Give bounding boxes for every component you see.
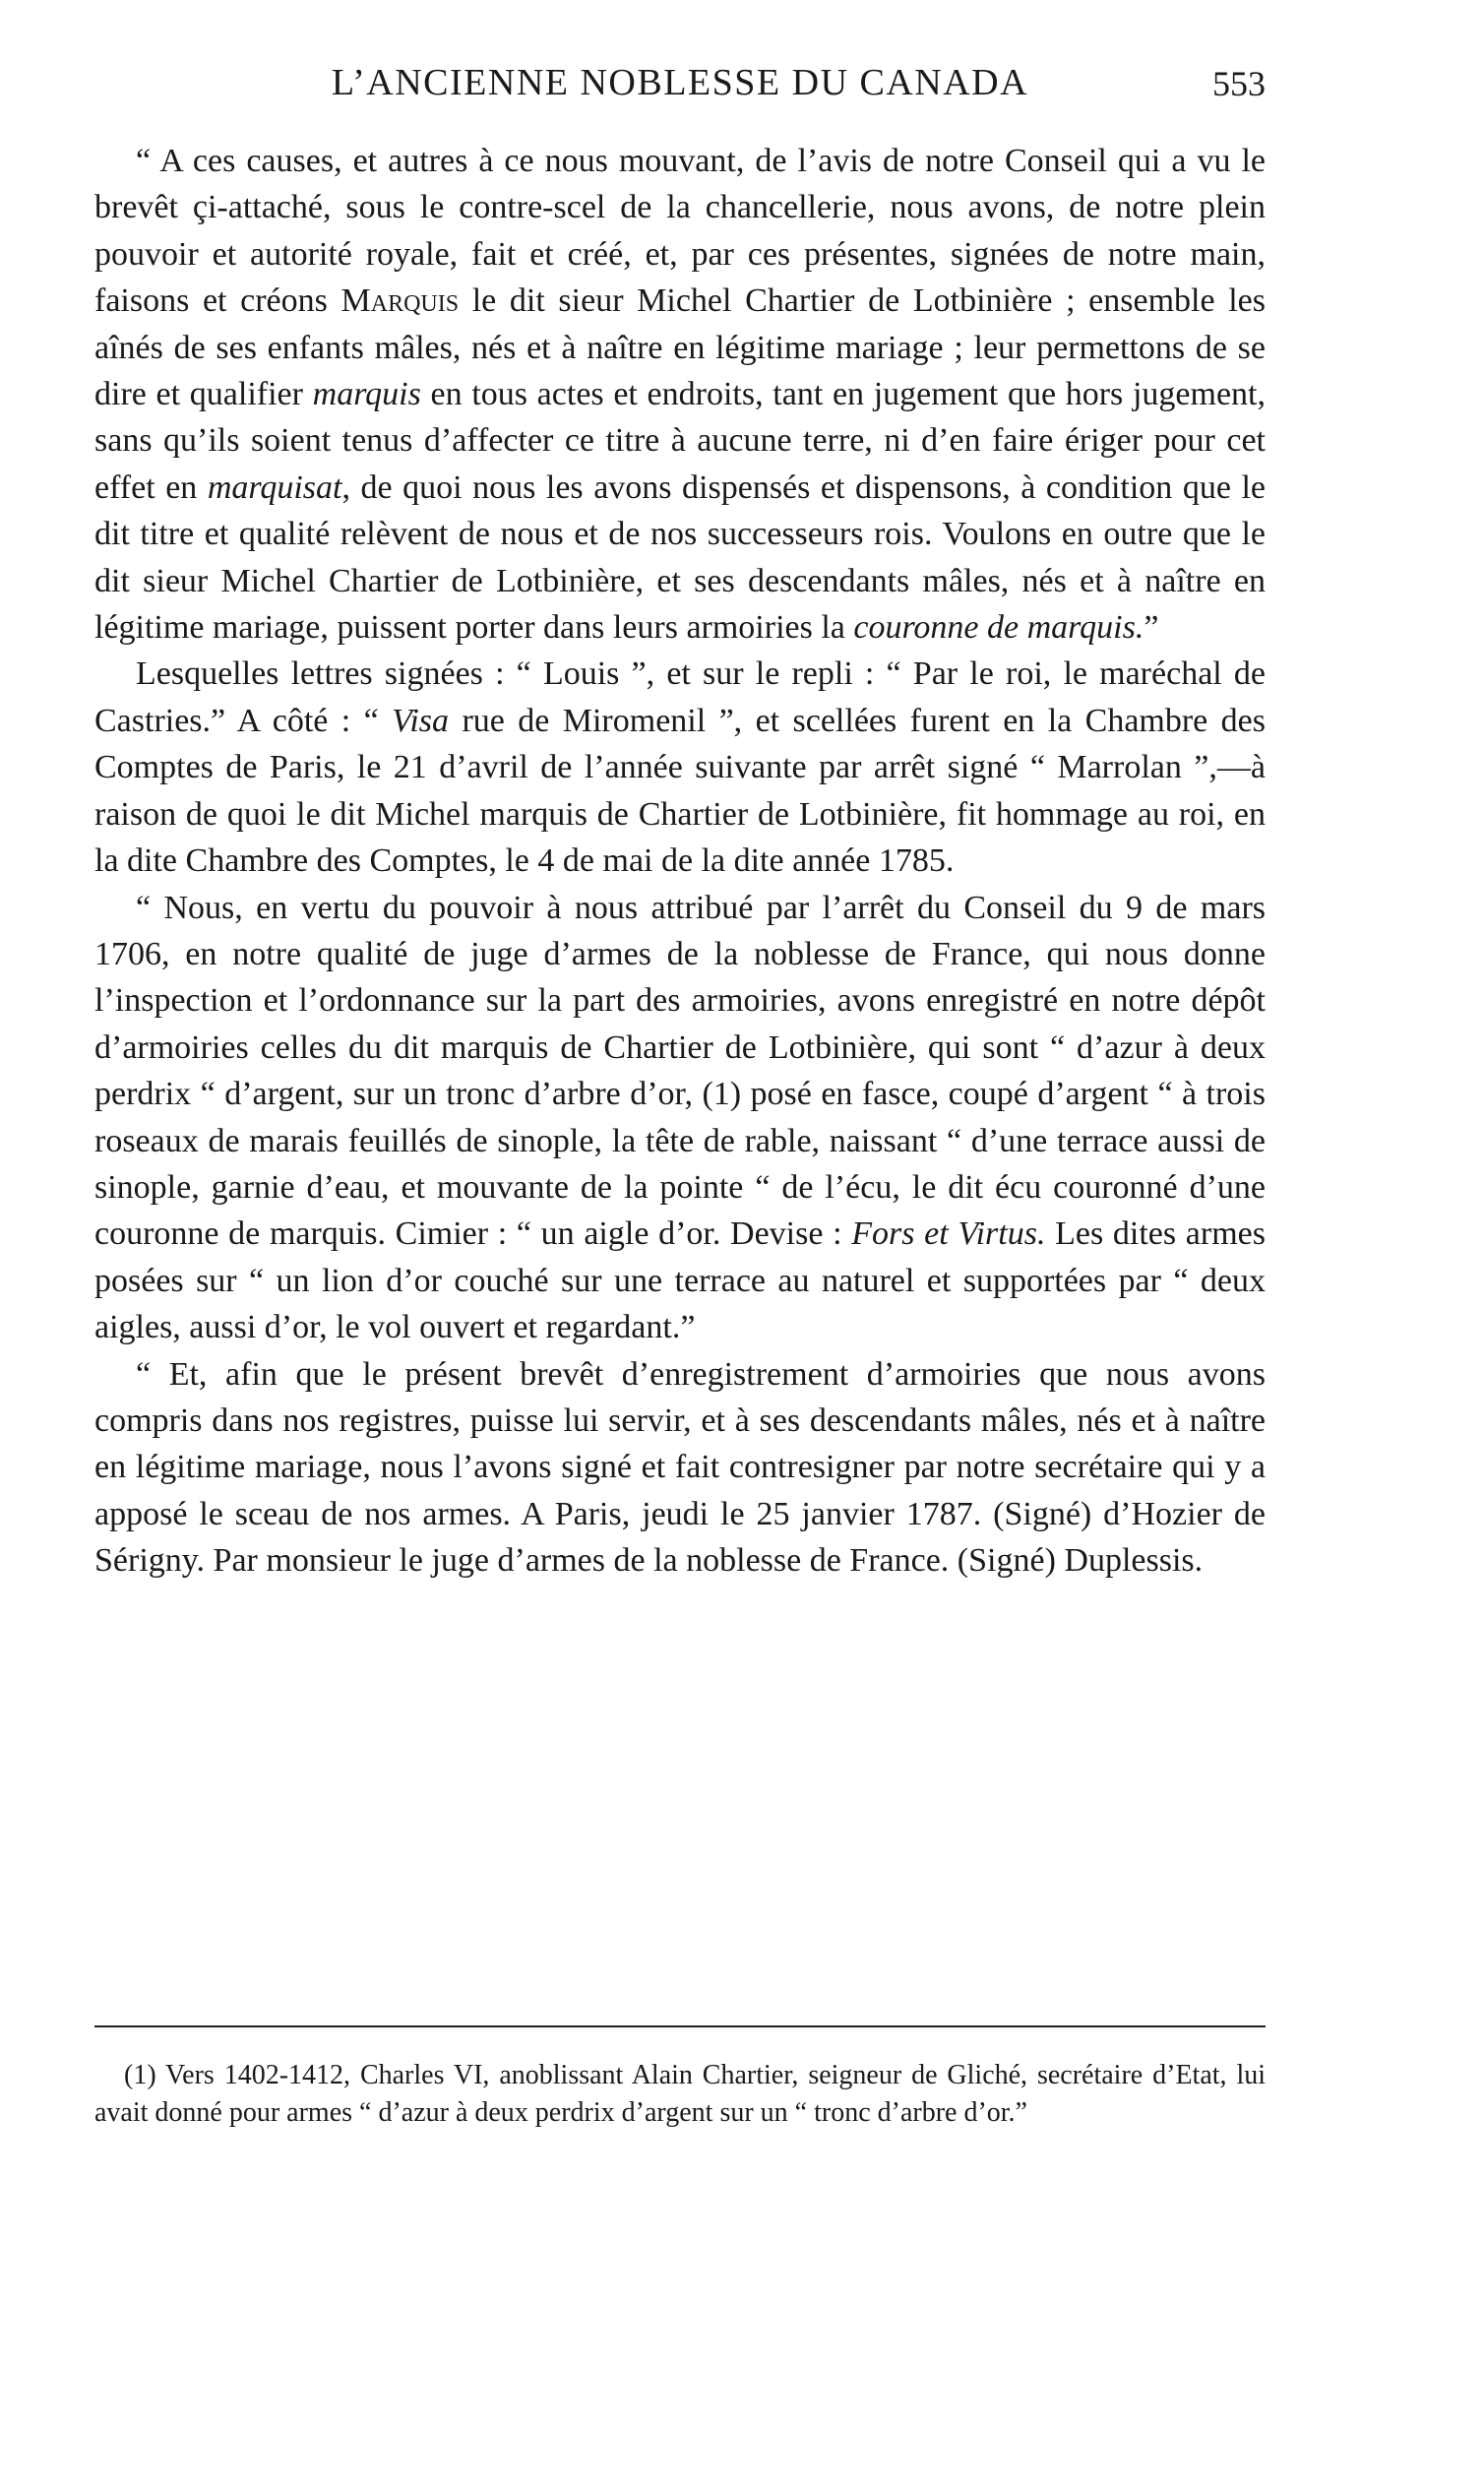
page-number: 553 [1212,64,1266,103]
paragraph-signatures: Lesquelles lettres signées : “ Louis ”, et sur le repli : “ Par le roi, le maréchal de Castries.” A côté : “ Visa rue de Miromenil ”, et scellées furent en la Chambre des Comptes de Paris, le 21 d’avril de l’année suivante par arrêt signé “ Marrolan ”,—à raison de quoi le dit Michel marquis de Chartier de Lotbinière, fit hommage au roi, en la dite Chambre des Comptes, le 4 de mai de la dite année 1785. [94,655,1266,880]
paragraph-armorial-registration: “ Nous, en vertu du pouvoir à nous attribué par l’arrêt du Conseil du 9 de mars 1706, en notre qualité de juge d’armes de la noblesse de France, qui nous donne l’inspection et l’ordonnance sur la part des armoiries, avons enregistré en notre dépôt d’armoiries celles du dit marquis de Chartier de Lotbinière, qui sont “ d’azur à deux perdrix “ d’argent, sur un tronc d’arbre d’or, (1) posé en fasce, coupé d’argent “ à trois roseaux de marais feuillés de sinople, la tête de rable, naissant “ d’une terrace aussi de sinople, garnie d’eau, et mouvante de la pointe “ de l’écu, le dit écu couronné d’une couronne de marquis. Cimier : “ un aigle d’or. Devise : Fors et Virtus. Les dites armes posées sur “ un lion d’or couché sur une terrace au naturel et supportées par “ deux aigles, aussi d’or, le vol ouvert et regardant.” [94,889,1266,1346]
footnote [94,2057,1266,2132]
page-header [94,61,1266,120]
main-text [94,138,1266,1585]
paragraph-closing: “ Et, afin que le présent brevêt d’enregistrement d’armoiries que nous avons compris dans nos registres, puisse lui servir, et à ses descendants mâles, nés et à naître en légitime mariage, nous l’avons signé et fait contresigner par notre secrétaire qui y a apposé le sceau de nos armes. A Paris, jeudi le 25 janvier 1787. (Signé) d’Hozier de Sérigny. Par monsieur le juge d’armes de la noblesse de France. (Signé) Duplessis. [94,1355,1266,1580]
footnote-text: (1) Vers 1402-1412, Charles VI, anoblissant Alain Chartier, seigneur de Gliché, secrétaire d’Etat, lui avait donné pour armes “ d’azur à deux perdrix d’argent sur un “ tronc d’arbre d’or.” [94,2060,1266,2128]
footnote-divider [94,2025,1266,2027]
paragraph-letters-patent: “ A ces causes, et autres à ce nous mouvant, de l’avis de notre Conseil qui a vu le brevêt çi-attaché, sous le contre-scel de la chancellerie, nous avons, de notre plein pouvoir et autorité royale, fait et créé, et, par ces présentes, signées de notre main, faisons et créons Marquis le dit sieur Michel Chartier de Lotbinière ; ensemble les aînés de ses enfants mâles, nés et à naître en légitime mariage ; leur permettons de se dire et qualifier marquis en tous actes et endroits, tant en jugement que hors jugement, sans qu’ils soient tenus d’affecter ce titre à aucune terre, ni d’en faire ériger pour cet effet en marquisat, de quoi nous les avons dispensés et dispensons, à condition que le dit titre et qualité relèvent de nous et de nos successeurs rois. Voulons en outre que le dit sieur Michel Chartier de Lotbinière, et ses descendants mâles, nés et à naître en légitime mariage, puissent porter dans leurs armoiries la couronne de marquis.” [94,143,1266,647]
running-head: L’ANCIENNE NOBLESSE DU CANADA [331,62,1029,103]
